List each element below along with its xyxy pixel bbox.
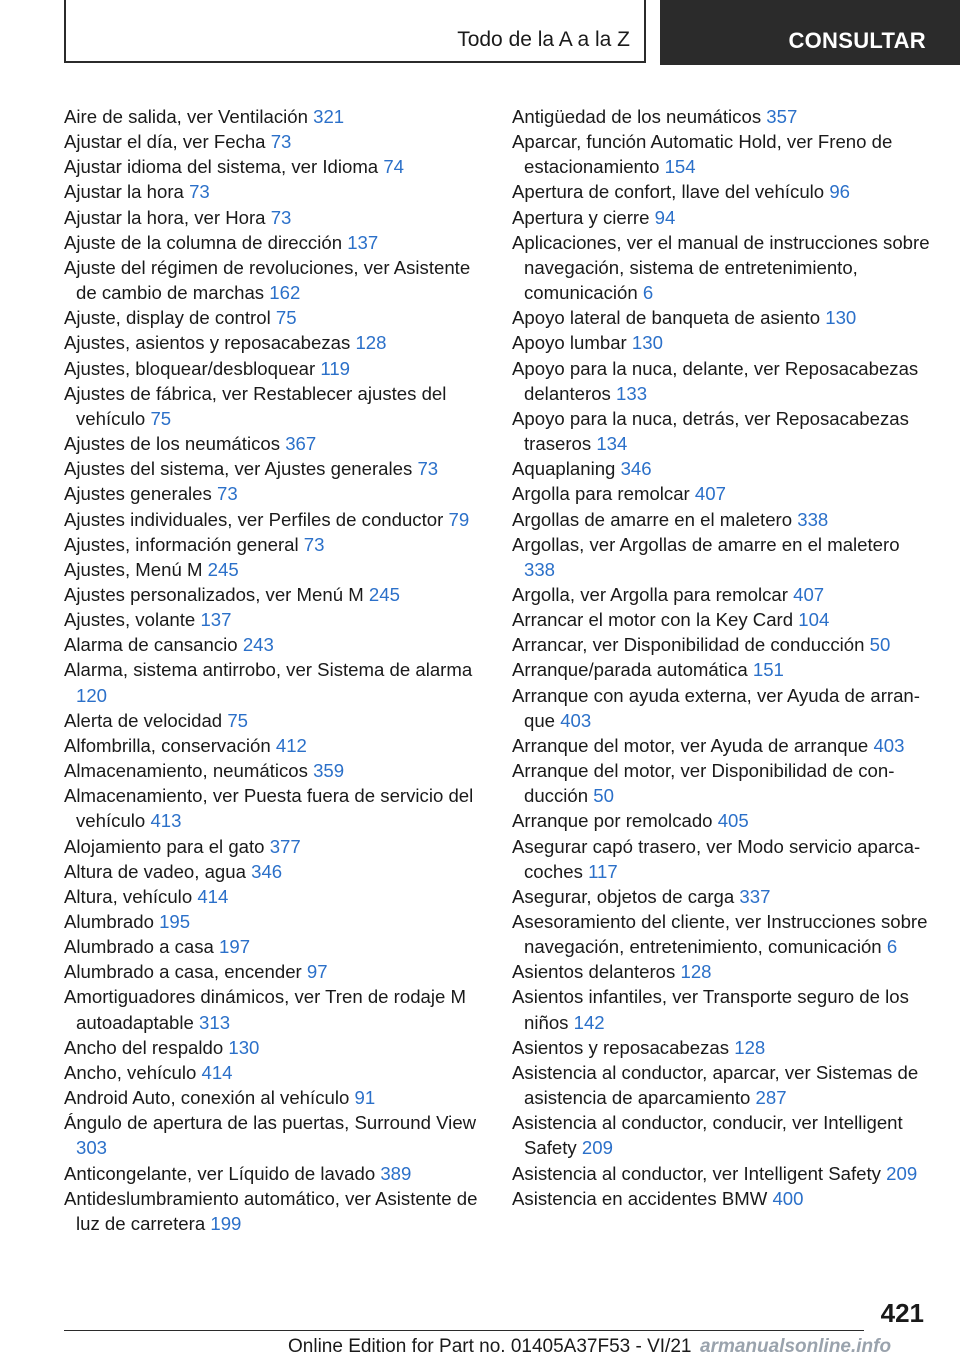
index-entry bbox=[64, 456, 482, 481]
index-entry-text: Apertura y cierre bbox=[512, 206, 650, 228]
index-entry-page-link[interactable]: 94 bbox=[654, 206, 676, 228]
index-entry-text: Ajustes, bloquear/desbloquear bbox=[64, 357, 316, 379]
footer-divider bbox=[64, 1330, 864, 1331]
index-entry bbox=[512, 632, 930, 657]
index-entry bbox=[64, 1186, 482, 1236]
index-entry bbox=[512, 834, 930, 884]
index-entry-page-link[interactable]: 245 bbox=[207, 558, 239, 580]
index-entry-text: Altura, vehículo bbox=[64, 885, 193, 907]
index-entry-page-link[interactable]: 412 bbox=[275, 734, 307, 756]
index-entry-text: Arrancar el motor con la Key Card bbox=[512, 609, 794, 631]
index-entry-text: Asistencia al conductor, aparcar, ver Sistemas de asistencia de aparcamiento bbox=[512, 1061, 919, 1109]
index-entry-text: Alarma de cansancio bbox=[64, 634, 238, 656]
index-entry-text: Alerta de velocidad bbox=[64, 709, 223, 731]
index-entry-page-link[interactable]: 130 bbox=[228, 1036, 260, 1058]
index-entry bbox=[64, 356, 482, 381]
index-entry-page-link[interactable]: 245 bbox=[368, 583, 400, 605]
index-entry-text: Argollas de amarre en el maletero bbox=[512, 508, 793, 530]
index-entry bbox=[512, 456, 930, 481]
index-entry bbox=[512, 305, 930, 330]
index-entry bbox=[64, 431, 482, 456]
index-entry-page-link[interactable]: 50 bbox=[869, 634, 891, 656]
index-entry-page-link[interactable]: 195 bbox=[159, 911, 191, 932]
index-entry-page-link[interactable]: 414 bbox=[201, 1061, 233, 1083]
index-entry bbox=[512, 984, 930, 1034]
index-entry-page-link[interactable]: 137 bbox=[347, 231, 379, 253]
index-entry-page-link[interactable]: 50 bbox=[593, 785, 614, 807]
index-entry-text: Argolla, ver Argolla para remolcar bbox=[512, 583, 788, 605]
index-entry-page-link[interactable]: 73 bbox=[270, 206, 292, 228]
index-entry bbox=[64, 557, 482, 582]
index-entry bbox=[64, 1085, 482, 1110]
index-entry bbox=[64, 507, 482, 532]
index-entry-page-link[interactable]: 130 bbox=[825, 307, 857, 329]
index-entry-page-link[interactable]: 162 bbox=[269, 282, 301, 304]
index-entry-text: Almacenamiento, ver Puesta fuera de servicio del vehículo bbox=[64, 785, 474, 832]
index-entry-text: Ajustar la hora bbox=[64, 181, 184, 203]
index-entry bbox=[64, 909, 482, 934]
index-entry-page-link[interactable]: 130 bbox=[631, 332, 663, 354]
index-entry-page-link[interactable]: 117 bbox=[588, 860, 618, 882]
index-entry bbox=[64, 532, 482, 557]
index-entry-page-link[interactable]: 91 bbox=[354, 1087, 376, 1109]
index-entry-text: Alumbrado a casa bbox=[64, 936, 214, 958]
index-entry bbox=[512, 607, 930, 632]
index-entry-text: Alfombrilla, conservación bbox=[64, 734, 271, 756]
index-entry-text: Apoyo para la nuca, detrás, ver Reposacabezas traseros bbox=[512, 407, 909, 455]
index-entry bbox=[512, 406, 930, 456]
index-entry-page-link[interactable]: 367 bbox=[285, 433, 317, 455]
index-entry bbox=[64, 834, 482, 859]
index-entry-page-link[interactable]: 346 bbox=[620, 458, 652, 480]
index-entry-page-link[interactable]: 104 bbox=[798, 609, 830, 631]
index-entry bbox=[512, 733, 930, 758]
index-entry-page-link[interactable]: 405 bbox=[717, 810, 749, 832]
index-entry-page-link[interactable]: 6 bbox=[642, 282, 654, 304]
index-entry-page-link[interactable]: 119 bbox=[320, 357, 351, 379]
index-entry-text: Arranque del motor, ver Ayuda de arranque bbox=[512, 734, 869, 756]
index-entry bbox=[64, 179, 482, 204]
index-entry bbox=[64, 330, 482, 355]
index-entry bbox=[512, 1060, 930, 1110]
index-entry bbox=[64, 758, 482, 783]
index-entry-text: Ancho del respaldo bbox=[64, 1036, 224, 1058]
index-entry-page-link[interactable]: 73 bbox=[270, 131, 292, 153]
index-entry-text: Ajustes, información general bbox=[64, 533, 299, 555]
index-entry-text: Ajuste de la columna de dirección bbox=[64, 231, 343, 253]
index-entry-text: Apoyo lumbar bbox=[512, 332, 627, 354]
index-entry-text: Ajustes, asientos y reposacabezas bbox=[64, 332, 351, 354]
index-entry bbox=[512, 330, 930, 355]
index-entry bbox=[512, 582, 930, 607]
index-entry-page-link[interactable]: 338 bbox=[524, 558, 556, 580]
index-entry-text: Arranque del motor, ver Disponibilidad de conducción bbox=[512, 760, 895, 807]
index-entry bbox=[512, 1110, 930, 1160]
index-entry-page-link[interactable]: 73 bbox=[189, 181, 210, 203]
index-entry-page-link[interactable]: 337 bbox=[739, 885, 771, 907]
index-entry bbox=[512, 758, 930, 808]
index-entry-text: Aquaplaning bbox=[512, 458, 616, 480]
index-entry-page-link[interactable]: 357 bbox=[766, 106, 798, 127]
index-entry-page-link[interactable]: 407 bbox=[694, 483, 726, 505]
index-entry-text: Ajustes de fábrica, ver Restablecer ajustes del vehículo bbox=[64, 382, 447, 429]
index-entry-page-link[interactable]: 313 bbox=[199, 1011, 231, 1033]
index-entry bbox=[64, 205, 482, 230]
index-entry bbox=[64, 708, 482, 733]
index-entry-text: Ajustes individuales, ver Perfiles de conductor bbox=[64, 508, 444, 530]
index-entry bbox=[64, 481, 482, 506]
index-entry bbox=[512, 356, 930, 406]
index-entry-page-link[interactable]: 407 bbox=[793, 583, 825, 605]
index-entry-page-link[interactable]: 403 bbox=[560, 709, 592, 731]
index-entry-text: Ajustes personalizados, ver Menú M bbox=[64, 583, 364, 605]
index-entry-text: Alumbrado bbox=[64, 911, 154, 932]
index-entry bbox=[64, 884, 482, 909]
index-entry bbox=[64, 1161, 482, 1186]
index-entry-text: Asegurar, objetos de carga bbox=[512, 885, 735, 907]
index-entry-page-link[interactable]: 389 bbox=[380, 1162, 412, 1184]
index-entry bbox=[64, 1110, 482, 1160]
index-entry bbox=[512, 129, 930, 179]
index-entry bbox=[64, 381, 482, 431]
index-entry-text: Aparcar, función Automatic Hold, ver Freno de estacionamiento bbox=[512, 131, 893, 178]
index-entry-text: Argollas, ver Argollas de amarre en el maletero bbox=[512, 533, 900, 555]
index-entry bbox=[64, 154, 482, 179]
index-entry-page-link[interactable]: 142 bbox=[573, 1011, 605, 1033]
index-entry bbox=[64, 104, 482, 129]
index-entry bbox=[64, 934, 482, 959]
index-entry-text: Almacenamiento, neumáticos bbox=[64, 760, 308, 782]
index-entry bbox=[64, 230, 482, 255]
index-entry-page-link[interactable]: 321 bbox=[313, 106, 345, 127]
index-entry-page-link[interactable]: 197 bbox=[219, 936, 251, 958]
index-entry-text: Altura de vadeo, agua bbox=[64, 860, 246, 882]
index-entry-text: Aire de salida, ver Ventilación bbox=[64, 106, 308, 127]
index-entry bbox=[64, 305, 482, 330]
index-entry-page-link[interactable]: 6 bbox=[886, 936, 898, 958]
index-entry-page-link[interactable]: 75 bbox=[227, 709, 249, 731]
index-entry-text: Amortiguadores dinámicos, ver Tren de rodaje M autoadaptable bbox=[64, 986, 467, 1033]
index-entry-text: Aplicaciones, ver el manual de instrucciones sobre navegación, sistema de entretenimiento, comunicación bbox=[512, 231, 930, 304]
index-entry bbox=[64, 1060, 482, 1085]
index-entry-text: Apoyo lateral de banqueta de asiento bbox=[512, 307, 821, 329]
index-entry-page-link[interactable]: 154 bbox=[664, 156, 696, 178]
index-entry-page-link[interactable]: 73 bbox=[303, 533, 325, 555]
index-entry-text: Alumbrado a casa, encender bbox=[64, 961, 302, 983]
index-entry bbox=[64, 783, 482, 833]
index-entry bbox=[64, 1035, 482, 1060]
index-entry-text: Ajustes de los neumáticos bbox=[64, 433, 281, 455]
index-entry-text: Ángulo de apertura de las puertas, Surround View bbox=[64, 1112, 477, 1134]
index-entry-page-link[interactable]: 287 bbox=[755, 1087, 787, 1109]
index-entry-page-link[interactable]: 73 bbox=[417, 458, 439, 480]
index-entry bbox=[512, 179, 930, 204]
index-entry-text: Argolla para remolcar bbox=[512, 483, 690, 505]
index-entry-text: Ajustar la hora, ver Hora bbox=[64, 206, 266, 228]
index-entry-page-link[interactable]: 413 bbox=[150, 810, 182, 832]
index-entry-text: Ajustes del sistema, ver Ajustes generales bbox=[64, 458, 413, 480]
index-entry-text: Asegurar capó trasero, ver Modo servicio aparcacoches bbox=[512, 835, 921, 882]
index-entry-text: Asientos y reposacabezas bbox=[512, 1036, 730, 1058]
index-column-right bbox=[512, 104, 930, 1211]
index-entry-text: Antigüedad de los neumáticos bbox=[512, 106, 762, 127]
header-frame bbox=[64, 0, 646, 63]
index-entry-page-link[interactable]: 199 bbox=[210, 1212, 242, 1234]
index-entry-text: Arranque por remolcado bbox=[512, 810, 713, 832]
index-entry bbox=[64, 959, 482, 984]
index-entry bbox=[64, 733, 482, 758]
index-entry bbox=[512, 884, 930, 909]
index-entry-page-link[interactable]: 400 bbox=[772, 1187, 804, 1209]
index-entry-page-link[interactable]: 403 bbox=[873, 734, 905, 756]
index-entry bbox=[512, 1161, 930, 1186]
index-entry-text: Asistencia en accidentes BMW bbox=[512, 1187, 768, 1209]
index-entry-page-link[interactable]: 128 bbox=[734, 1036, 766, 1058]
index-entry bbox=[64, 607, 482, 632]
index-entry bbox=[64, 129, 482, 154]
index-entry-text: Ajuste del régimen de revoluciones, ver Asistente de cambio de marchas bbox=[64, 256, 471, 304]
index-entry-text: Android Auto, conexión al vehículo bbox=[64, 1087, 350, 1109]
index-entry-page-link[interactable]: 137 bbox=[200, 609, 232, 631]
index-entry-text: Arrancar, ver Disponibilidad de conducción bbox=[512, 634, 865, 656]
index-entry-page-link[interactable]: 303 bbox=[76, 1137, 108, 1159]
index-entry-page-link[interactable]: 133 bbox=[616, 382, 648, 404]
index-entry-text: Alarma, sistema antirrobo, ver Sistema de alarma bbox=[64, 659, 473, 681]
index-entry bbox=[512, 1035, 930, 1060]
index-entry-text: Ajustar el día, ver Fecha bbox=[64, 131, 266, 153]
index-entry bbox=[512, 808, 930, 833]
index-entry bbox=[64, 657, 482, 707]
index-entry bbox=[64, 632, 482, 657]
index-entry-page-link[interactable]: 73 bbox=[216, 483, 238, 505]
index-entry-page-link[interactable]: 96 bbox=[829, 181, 851, 203]
index-entry-page-link[interactable]: 346 bbox=[251, 860, 283, 882]
index-entry bbox=[512, 230, 930, 305]
index-entry bbox=[512, 532, 930, 582]
index-entry-text: Alojamiento para el gato bbox=[64, 835, 265, 857]
index-entry bbox=[64, 582, 482, 607]
index-entry-page-link[interactable]: 128 bbox=[680, 961, 712, 983]
header-tab[interactable] bbox=[660, 0, 960, 65]
index-entry bbox=[512, 507, 930, 532]
index-entry-page-link[interactable]: 75 bbox=[275, 307, 297, 329]
watermark-logo: armanualsonline.info bbox=[700, 1336, 892, 1357]
index-entry-page-link[interactable]: 377 bbox=[269, 835, 301, 857]
index-entry-page-link[interactable]: 75 bbox=[150, 407, 172, 429]
index-entry-page-link[interactable]: 74 bbox=[383, 156, 405, 178]
header-section-title: Todo de la A a la Z bbox=[457, 28, 630, 51]
index-entry bbox=[512, 1186, 930, 1211]
index-column-left bbox=[64, 104, 482, 1236]
index-entry bbox=[512, 959, 930, 984]
index-entry bbox=[512, 481, 930, 506]
index-entry-page-link[interactable]: 79 bbox=[448, 508, 470, 530]
index-entry-text: Arranque/parada automática bbox=[512, 659, 748, 681]
index-entry bbox=[512, 683, 930, 733]
index-entry bbox=[64, 984, 482, 1034]
index-entry-text: Apertura de confort, llave del vehículo bbox=[512, 181, 825, 203]
index-entry bbox=[512, 909, 930, 959]
index-entry-text: Ajustes, Menú M bbox=[64, 558, 203, 580]
index-entry bbox=[64, 859, 482, 884]
index-entry-text: Ajustes, volante bbox=[64, 609, 196, 631]
header-tab-label: CONSULTAR bbox=[788, 28, 926, 53]
index-entry-text: Ajuste, display de control bbox=[64, 307, 271, 329]
index-entry-text: Antideslumbramiento automático, ver Asistente de luz de carretera bbox=[64, 1187, 478, 1234]
index-entry bbox=[512, 657, 930, 682]
index-entry-text: Ancho, vehículo bbox=[64, 1061, 197, 1083]
footer-edition: Online Edition for Part no. 01405A37F53 - VI/21 bbox=[288, 1336, 692, 1357]
index-entry-page-link[interactable]: 209 bbox=[581, 1137, 613, 1159]
index-entry-text: Ajustes generales bbox=[64, 483, 212, 505]
index-entry-text: Arranque con ayuda externa, ver Ayuda de arranque bbox=[512, 684, 920, 731]
index-entry-text: Asesoramiento del cliente, ver Instrucciones sobre navegación, entretenimiento, comunicación bbox=[512, 911, 928, 958]
index-entry-page-link[interactable]: 134 bbox=[596, 433, 628, 455]
index-entry-text: Asientos delanteros bbox=[512, 961, 676, 983]
index-entry-page-link[interactable]: 128 bbox=[355, 332, 387, 354]
index-entry bbox=[512, 104, 930, 129]
index-entry-text: Anticongelante, ver Líquido de lavado bbox=[64, 1162, 376, 1184]
index-entry-text: Asistencia al conductor, conducir, ver Intelligent Safety bbox=[512, 1112, 903, 1159]
index-entry-text: Apoyo para la nuca, delante, ver Reposacabezas delanteros bbox=[512, 357, 919, 404]
index-entry bbox=[64, 255, 482, 305]
index-entry-page-link[interactable]: 151 bbox=[752, 659, 784, 681]
page-number: 421 bbox=[880, 1298, 924, 1328]
index-entry-page-link[interactable]: 243 bbox=[242, 634, 274, 656]
index-entry-page-link[interactable]: 97 bbox=[306, 961, 328, 983]
index-entry-page-link[interactable]: 414 bbox=[197, 885, 229, 907]
index-entry-text: Asistencia al conductor, ver Intelligent Safety bbox=[512, 1162, 881, 1184]
index-entry-page-link[interactable]: 338 bbox=[797, 508, 829, 530]
index-entry-text: Ajustar idioma del sistema, ver Idioma bbox=[64, 156, 379, 178]
index-entry-page-link[interactable]: 120 bbox=[76, 684, 108, 706]
index-entry-page-link[interactable]: 359 bbox=[313, 760, 345, 782]
index-entry-page-link[interactable]: 209 bbox=[886, 1162, 918, 1184]
index-entry bbox=[512, 205, 930, 230]
index-entry-text: Asientos infantiles, ver Transporte seguro de los niños bbox=[512, 986, 909, 1033]
